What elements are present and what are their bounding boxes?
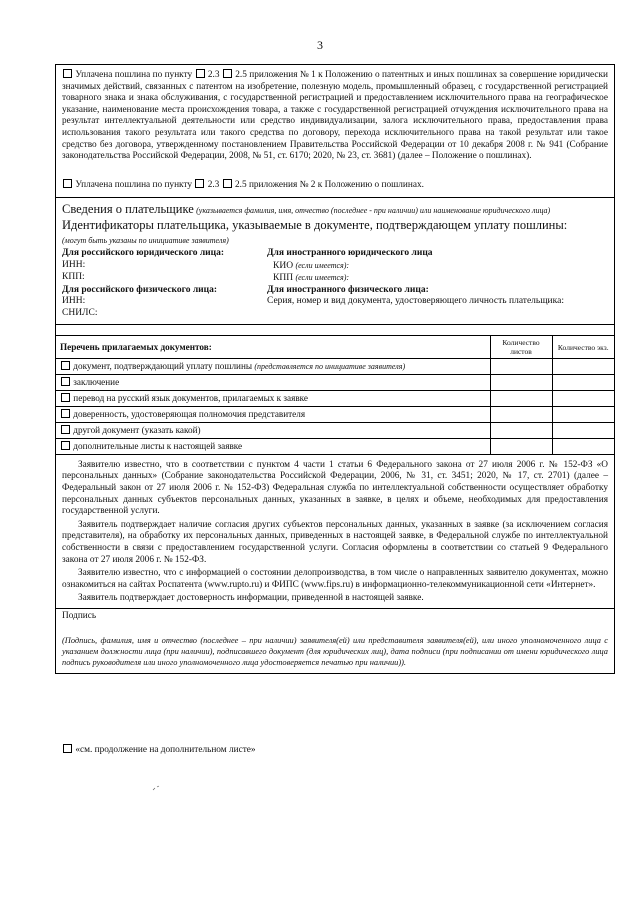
consent-p3: Заявителю известно, что с информацией о состоянии делопроизводства, в том числе о направленных заявителю документах, можно ознакомиться на сайтах Роспатента (www.rupto.ru) и ФИПС (www.fips.ru) в информационно-телекоммуникационной сети «Интернет». [62, 568, 608, 590]
consent-p4: Заявитель подтверждает достоверность информации, приведенной в настоящей заявке. [78, 593, 424, 604]
doc-copies-cell[interactable] [552, 406, 614, 422]
doc-checkbox[interactable] [61, 425, 70, 434]
consent-p1: Заявителю известно, что в соответствии с пунктом 4 части 1 статьи 6 Федерального закона от 27 июля 2006 г. № 152-ФЗ «О персональных данных» (Собрание законодательства Российской Федерации, 2006, № 31, ст. 3451; 2020, № 17, ст. 2701) (далее – Федеральный закон от 27 июля 2006 г. № 152-ФЗ) Федеральная служба по интеллектуальной собственности осуществляет обработку персональных данных субъектов персональных данных, указанных в заявке, в целях и объеме, необходимых для предоставления государственной услуги. [62, 459, 608, 517]
kpp-foreign-label: КПП [273, 273, 294, 284]
foreign-person-doc-field[interactable]: Серия, номер и вид документа, удостоверяющего личность плательщика: [267, 296, 564, 307]
doc-item [56, 422, 490, 438]
doc-checkbox[interactable] [61, 361, 70, 370]
fee2-p25: 2.5 [234, 179, 247, 190]
kpp-foreign-field[interactable] [267, 272, 608, 285]
doc-sheets-cell[interactable] [490, 358, 552, 374]
doc-item [56, 374, 490, 390]
inn-field[interactable]: ИНН: [62, 259, 86, 270]
doc-copies-cell[interactable] [552, 438, 614, 454]
fee1-p23-checkbox[interactable] [196, 69, 205, 78]
fee1-lead: Уплачена пошлина по пункту [75, 70, 193, 80]
fee1-checkbox[interactable] [63, 69, 72, 78]
snils-field[interactable]: СНИЛС: [62, 307, 98, 318]
col-copies: Количество экз. [552, 336, 614, 358]
signature-note: (Подпись, фамилия, имя и отчество (последнее – при наличии) заявителя(ей) или представителя заявителя(ей), или иного уполномоченного лица с указанием должности лица (при наличии), подписавшего документ (для юридических лиц), дата подписи (при подписании от имени юридического лица подпись руководителя или иного уполномоченного лица удостоверяется печатью при наличии)). [62, 635, 608, 667]
doc-sheets-cell[interactable] [490, 438, 552, 454]
doc-checkbox[interactable] [61, 441, 70, 450]
payer-title-line [56, 202, 614, 218]
page-number: 3 [317, 38, 323, 52]
docs-section [56, 335, 614, 455]
table-row [56, 406, 614, 422]
fee2-checkbox[interactable] [63, 179, 72, 188]
fee2-lead: Уплачена пошлина по пункту [75, 179, 193, 190]
doc-copies-cell[interactable] [552, 390, 614, 406]
table-row [56, 438, 614, 454]
payer-title-note: (указывается фамилия, имя, отчество (последнее - при наличии) или наименование юридического лица) [196, 206, 551, 216]
doc-item [56, 406, 490, 422]
inn-person-field[interactable]: ИНН: [62, 296, 86, 307]
doc-label: дополнительные листы к настоящей заявке [73, 441, 243, 452]
docs-table [56, 336, 614, 454]
foreign-person-label: Для иностранного физического лица: [267, 284, 429, 295]
foreign-legal-label: Для иностранного юридического лица [267, 248, 433, 259]
fee1-p25-checkbox[interactable] [223, 69, 232, 78]
doc-sheets-cell[interactable] [490, 390, 552, 406]
payer-title: Сведения о плательщике [62, 202, 194, 217]
kpp-foreign-note: (если имеется): [295, 273, 350, 283]
kio-note: (если имеется): [295, 260, 350, 270]
continuation-checkbox[interactable] [63, 744, 72, 753]
fee1-text: приложения № 1 к Положению о патентных и иных пошлинах за совершение юридически значимых действий, связанных с патентом на изобретение, полезную модель, промышленный образец, с государственной регистрацией товарного знака и знака обслуживания, с государственной регистрацией и предоставлением исключительного права на географическое указание, наименование места происхождения товара, а также с государственной регистрацией отчуждения исключительного права на результат интеллектуальной деятельности или средство индивидуализации, залога исключительного права, предоставления права использования такого результата или такого средства по договору, перехода исключительного права на такой результат или такое средство без договора, утвержденному постановлением Правительства Российской Федерации от 10 декабря 2008 г. № 941 (Собрание законодательства Российской Федерации, 2008, № 51, ст. 6170; 2020, № 23, ст. 3681) (далее – Положение о пошлинах). [62, 70, 609, 162]
doc-sheets-cell[interactable] [490, 422, 552, 438]
doc-copies-cell[interactable] [552, 422, 614, 438]
payer-ids-title: Идентификаторы плательщика, указываемые в документе, подтверждающем уплату пошлины: [62, 218, 568, 233]
doc-item [56, 438, 490, 454]
kio-field[interactable] [267, 260, 608, 273]
table-row [56, 358, 614, 374]
table-row [56, 374, 614, 390]
doc-label: заключение [73, 377, 120, 388]
ru-person-label: Для российского физического лица: [62, 284, 218, 295]
doc-item [56, 390, 490, 406]
doc-label: доверенность, удостоверяющая полномочия представителя [73, 409, 306, 420]
ru-legal-label: Для российского юридического лица: [62, 248, 225, 259]
doc-note: (представляется по инициативе заявителя) [254, 362, 406, 372]
doc-copies-cell[interactable] [552, 374, 614, 390]
continuation-line [62, 744, 256, 755]
signature-space[interactable] [56, 625, 614, 635]
kio-label: КИО [273, 260, 294, 271]
signature-label[interactable]: Подпись [62, 610, 97, 621]
doc-sheets-cell[interactable] [490, 406, 552, 422]
fee1-paragraph [56, 65, 614, 165]
fee2-p25-checkbox[interactable] [223, 179, 232, 188]
pen-mark-icon [152, 785, 160, 791]
table-row [56, 390, 614, 406]
col-sheets: Количество листов [490, 336, 552, 358]
doc-label: перевод на русский язык документов, прилагаемых к заявке [73, 393, 308, 404]
doc-checkbox[interactable] [61, 393, 70, 402]
docs-header: Перечень прилагаемых документов: [56, 336, 490, 358]
payer-ids-grid [56, 248, 614, 319]
fee2-paragraph [56, 177, 614, 198]
doc-sheets-cell[interactable] [490, 374, 552, 390]
doc-checkbox[interactable] [61, 377, 70, 386]
payer-ids-line [56, 218, 614, 248]
fee-section [56, 65, 614, 198]
continuation-label: «см. продолжение на дополнительном листе» [75, 745, 256, 755]
fee2-p23-checkbox[interactable] [195, 179, 204, 188]
docs-header-row [56, 336, 614, 358]
kpp-field[interactable]: КПП: [62, 272, 85, 283]
signature-section [56, 609, 614, 673]
payer-section [56, 198, 614, 325]
doc-checkbox[interactable] [61, 409, 70, 418]
table-row [56, 422, 614, 438]
fee2-p23: 2.3 [207, 179, 220, 190]
consent-section [56, 455, 614, 609]
doc-label: документ, подтверждающий уплату пошлины [73, 361, 253, 372]
fee2-text: приложения № 2 к Положению о пошлинах. [248, 179, 424, 190]
fee1-p23: 2.3 [207, 70, 220, 80]
doc-copies-cell[interactable] [552, 358, 614, 374]
fee1-p25: 2.5 [235, 70, 247, 80]
doc-label: другой документ (указать какой) [73, 425, 201, 436]
consent-p2: Заявитель подтверждает наличие согласия других субъектов персональных данных, указанных в заявке (за исключением согласия представителя), на обработку их персональных данных, приведенных в настоящей заявке, в Федеральной службе по интеллектуальной собственности в связи с предоставлением государственной услуги. Согласия оформлены в соответствии со статьей 9 Федерального закона от 27 июля 2006 г. № 152-ФЗ. [62, 519, 608, 565]
doc-item [56, 358, 490, 374]
payer-ids-note: (могут быть указаны по инициативе заявителя) [62, 236, 229, 246]
form-frame [55, 64, 615, 674]
